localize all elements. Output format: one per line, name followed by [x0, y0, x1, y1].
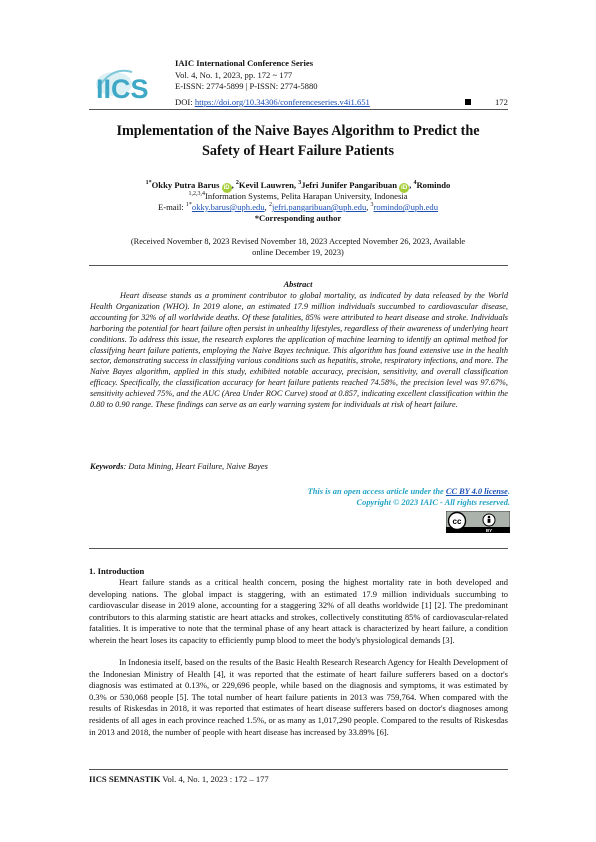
volume-info: Vol. 4, No. 1, 2023, pp. 172 ~ 177 [175, 70, 293, 80]
logo-text: IICS [96, 74, 149, 104]
author-line: $^{1*}$Okky Putra Barus iD , $^2$Kevil Lauwren, $^3$Jefri Junifer Pangaribuan iD , $^4$Romindo [145, 179, 451, 191]
footer-rule [89, 769, 508, 770]
email-link-2[interactable]: jefri.pangaribuan@uph.edu [271, 202, 367, 212]
author-4: Romindo [416, 179, 451, 190]
iics-logo [92, 58, 166, 104]
copyright: Copyright © 2023 IAIC - All rights reserved. [356, 498, 510, 507]
abstract-heading: Abstract [283, 280, 313, 289]
affiliation: $^{1,2,3,4}$Information Systems, Pelita Harapan University, Indonesia [188, 191, 408, 201]
email-line: E-mail: $^{1*}$okky.barus@uph.edu, $^2$jefri.pangaribuan@uph.edu, $^3$romindo@uph.edu [157, 202, 439, 212]
intro-paragraph-1: Heart failure stands as a critical health concern, posing the highest mortality rate in both developed and developing nations. The global impact is staggering, with an estimated 17.9 million individuals succumbing to cardiovascular disease in 2019 alone, accounting for a staggering 32% of all deaths worldwide [1] [2]. The predominant contributors to this alarming statistic are heart attacks and strokes, collectively constituting 85% of cardiovascular-related fatalities. It is imperative to note that the terminal phase of any heart attack is characterized by heart failure, a condition wherein the heart loses its capacity to efficiently pump blood to meet the body's physiological demands [3]. [89, 577, 508, 645]
paper-title: Implementation of the Naive Bayes Algorithm to Predict the Safety of Heart Failure Patients [116, 123, 480, 159]
corresponding-author: *Corresponding author [254, 213, 342, 223]
keywords: Keywords: Data Mining, Heart Failure, Naive Bayes [90, 462, 268, 471]
svg-text:BY: BY [485, 528, 493, 533]
header-rule [89, 109, 508, 110]
orcid-icon[interactable]: iD [223, 184, 230, 191]
cc-by-license-badge[interactable] [446, 511, 510, 533]
footer-citation: IICS SEMNASTIK Vol. 4, No. 1, 2023 : 172 – 177 [89, 774, 269, 784]
intro-top-rule [89, 548, 508, 549]
author-1: Okky Putra Barus [151, 179, 220, 190]
svg-text:cc: cc [452, 517, 462, 526]
intro-paragraph-2: In Indonesia itself, based on the results of the Basic Health Research Research Agency for Health Development of the Indonesian Ministry of Health [4], it was reported that the estimate of heart failure sufferers based on a doctor's diagnosis was estimated at 0.13%, or 229,696 people, while based on the diagnosis and symptoms, it was estimated by 0.3% or 530,068 people [5]. The total number of heart failure patients in 2013 was 759,764. When compared with the results of Riskesdas in 2018, it was reported that estimates of heart disease sufferers based on doctor's diagnoses among residents of all ages in each province reached 1.5%, or as many as 1,017,290 people. Compared to the results of Riskesdas in 2013 and 2018, the number of people with heart disease has increased by 33.89% [6]. [89, 657, 508, 737]
abstract-top-rule [89, 265, 508, 266]
email-link-1[interactable]: okky.barus@uph.edu [191, 202, 265, 212]
author-3: Jefri Junifer Pangaribuan [301, 179, 397, 190]
orcid-icon[interactable]: iD [401, 184, 408, 191]
author-2: Kevil Lauwren [238, 179, 294, 190]
separator-square-icon [465, 99, 471, 105]
doi-label: DOI: [175, 97, 195, 107]
section-heading-introduction: 1. Introduction [89, 566, 145, 576]
page-number: 172 [495, 97, 508, 107]
license-link[interactable]: CC BY 4.0 license [445, 487, 508, 496]
email-link-3[interactable]: romindo@uph.edu [373, 202, 439, 212]
abstract-text: Heart disease stands as a prominent contributor to global mortality, as indicated by data released by the World Health Organization (WHO). In 2019 alone, an estimated 17.9 million individuals succumbed to cardiovascular disease, accounting for 32% of all worldwide deaths. Of these fatalities, 85% were attributed to heart disease and stroke. Individuals harboring the potential for heart failure often persist in unhealthy lifestyles, regardless of their awareness of underlying heart conditions. To address this issue, the research explores the application of machine learning to identify an optimal method for classifying heart failure patients, employing the Naive Bayes technique. This algorithm has found extensive use in the health sector, demonstrating success in classifying various conditions such as hepatitis, stroke, respiratory infections, and more. The Naive Bayes algorithm, applied in this study, exhibited notable accuracy, precision, sensitivity, and overall classification efficacy. Specifically, the classification accuracy for heart failure patients reached 74.58%, the precision level was 97.67%, sensitivity achieved 75%, and the AUC (Area Under ROC Curve) stood at 0.857, indicating excellent classification within the 0.80 to 0.90 range. These findings can serve as an early warning system for individuals at risk of heart failure. [90, 291, 508, 410]
doi-line [175, 97, 515, 107]
series-name: IAIC International Conference Series [175, 58, 314, 68]
doi-link[interactable]: https://doi.org/10.34306/conferenceseries.v4i1.651 [194, 97, 370, 107]
open-access-notice: This is an open access article under the CC BY 4.0 license. Copyright © 2023 IAIC - All rights reserved. [220, 486, 510, 508]
issn-info: E-ISSN: 2774-5899 | P-ISSN: 2774-5880 [175, 81, 318, 91]
received-dates: (Received November 8, 2023 Revised November 18, 2023 Accepted November 26, 2023, Available online December 19, 2023) [130, 237, 466, 257]
